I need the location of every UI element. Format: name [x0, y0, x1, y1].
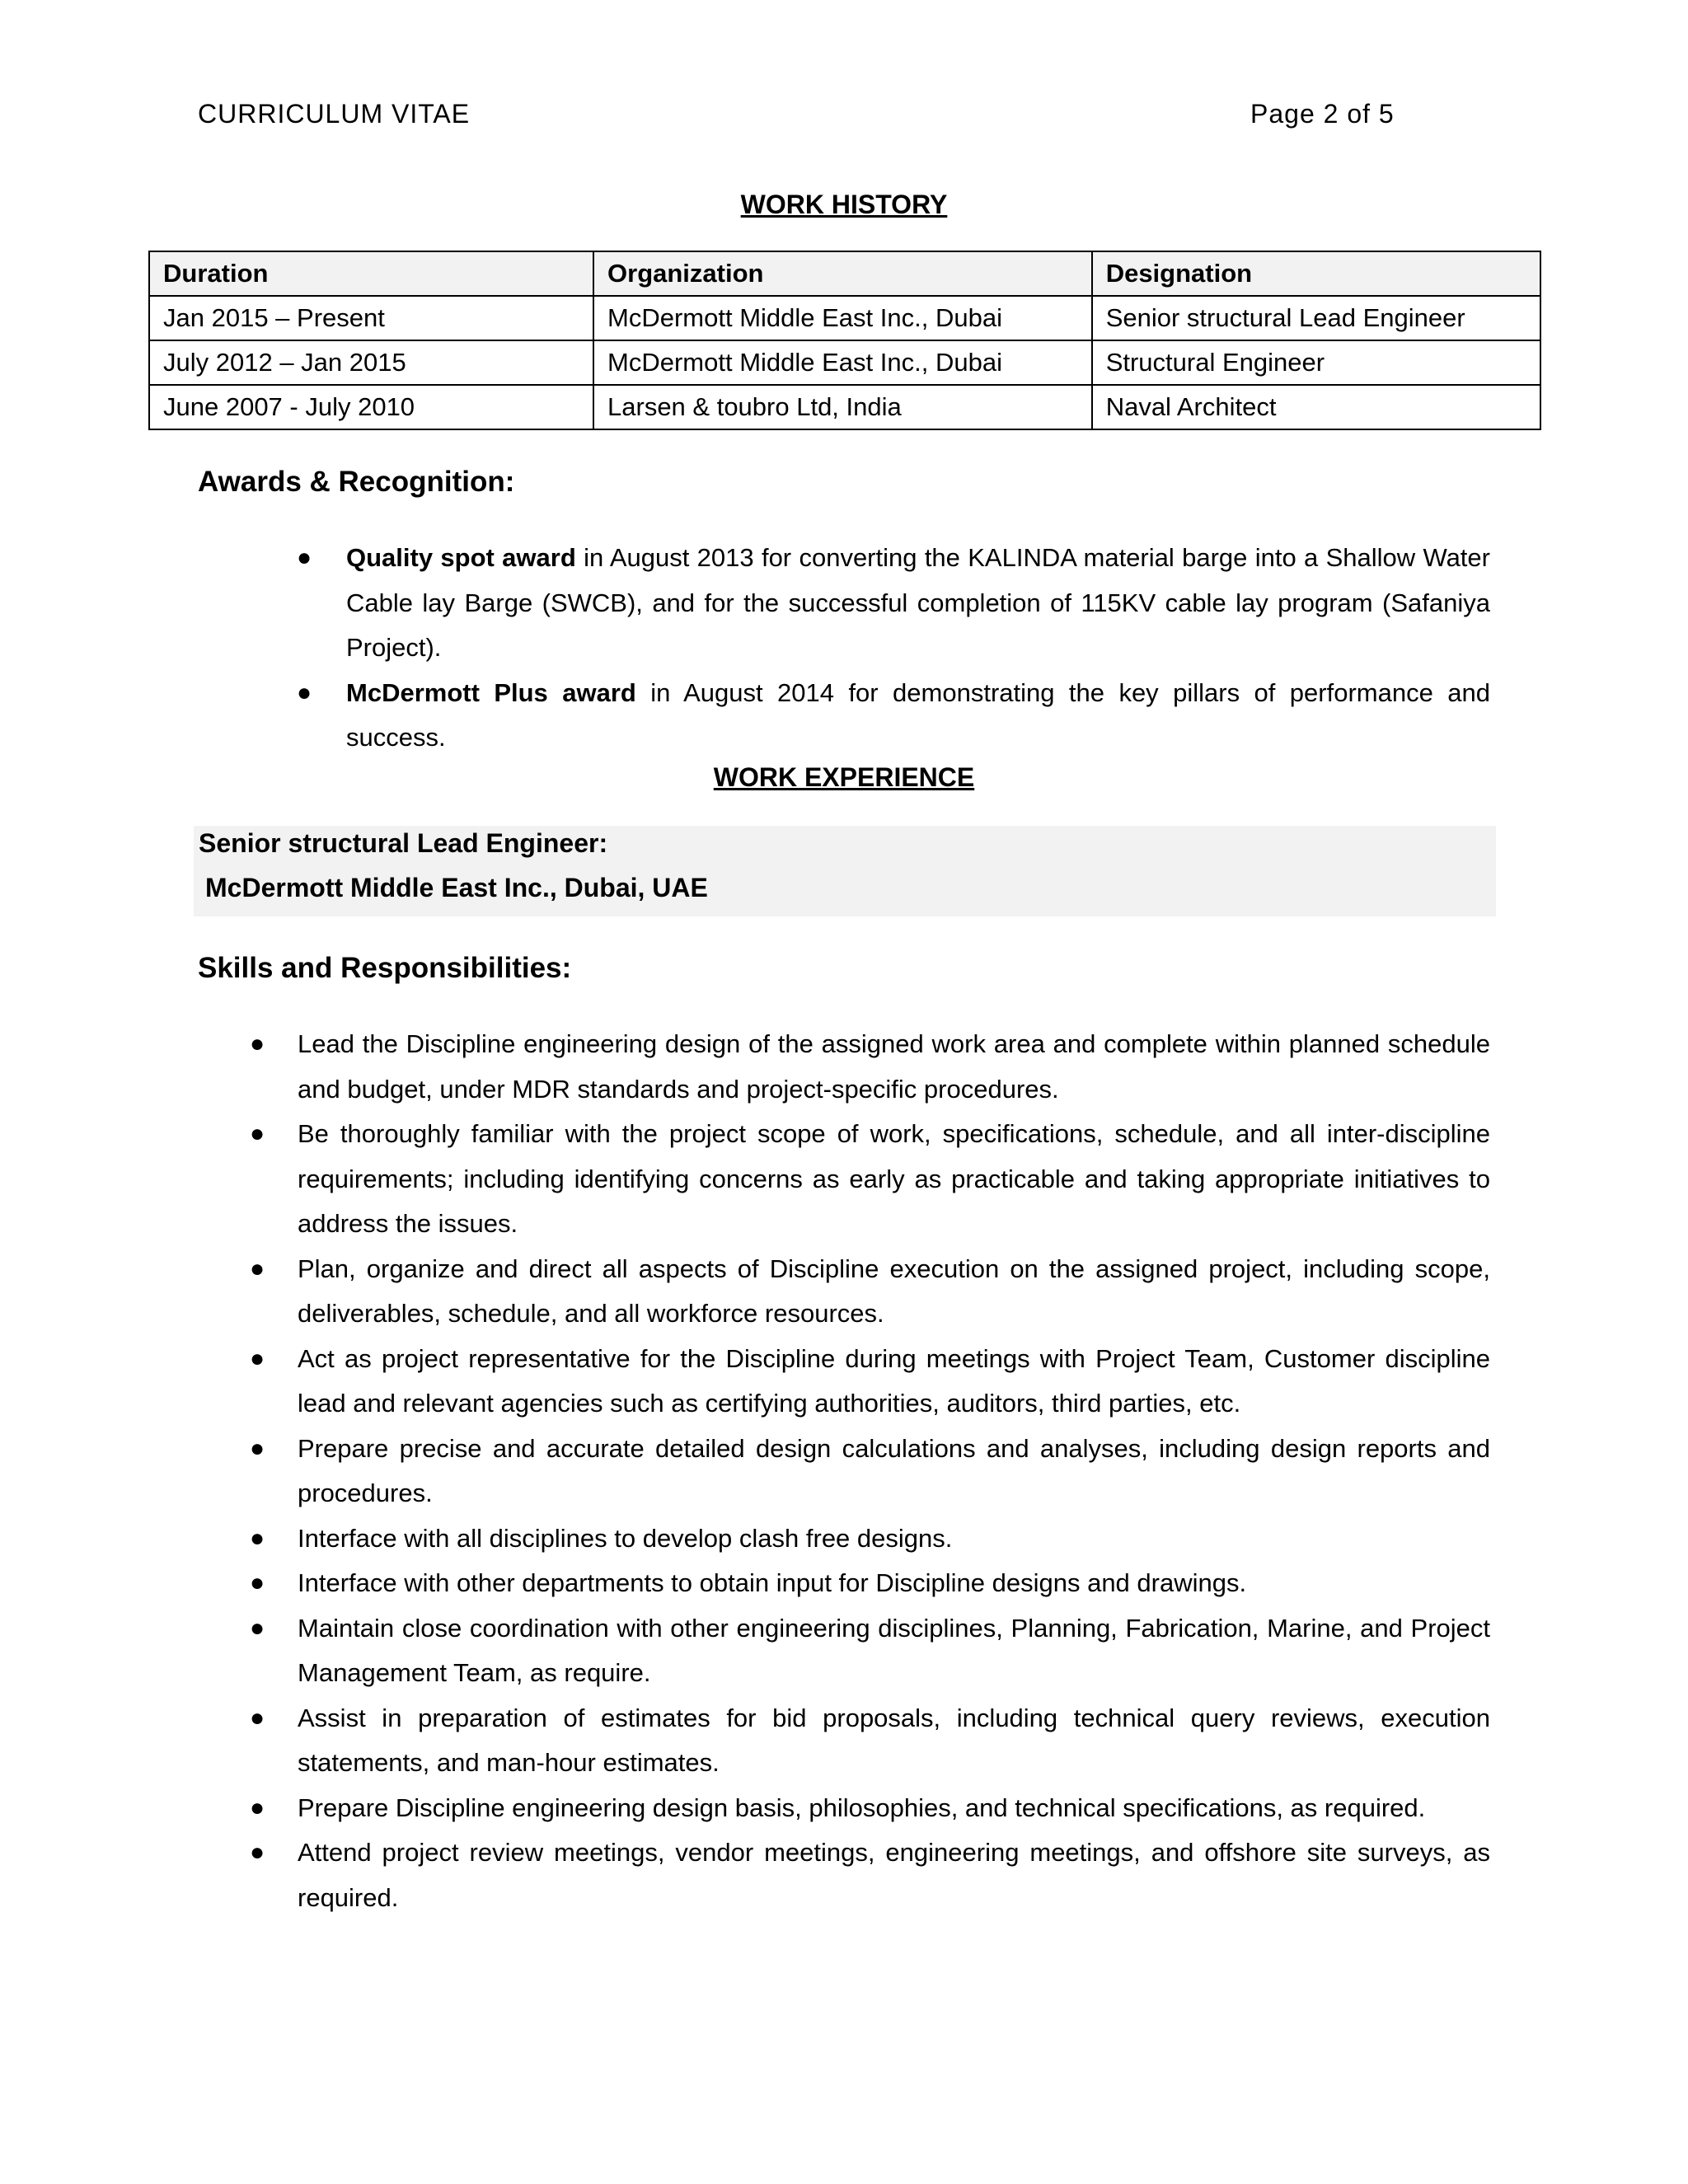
organization-cell: McDermott Middle East Inc., Dubai: [593, 296, 1092, 340]
skill-text: Maintain close coordination with other engineering disciplines, Planning, Fabrication, Marine, and Project Management Team, as require.: [298, 1613, 1490, 1687]
award-name: McDermott Plus award: [346, 677, 636, 707]
skill-text: Assist in preparation of estimates for bid proposals, including technical query reviews, execution statements, and man-hour estimates.: [298, 1703, 1490, 1777]
bullet-icon: ●: [250, 1793, 265, 1821]
table-row: [149, 296, 1540, 340]
skills-list: [250, 1022, 1490, 1920]
bullet-icon: ●: [250, 1704, 265, 1732]
list-item: [250, 1427, 1490, 1516]
award-description: in August 2013 for converting the KALINDA material barge into a Shallow Water Cable lay Barge (SWCB), and for the successful completion of 115KV cable lay program (Safaniya Project).: [346, 543, 1490, 662]
skill-text: Interface with other departments to obtain input for Discipline designs and drawings.: [298, 1568, 1247, 1597]
organization-cell: McDermott Middle East Inc., Dubai: [593, 340, 1092, 385]
designation-cell: Naval Architect: [1092, 385, 1540, 429]
organization-cell: Larsen & toubro Ltd, India: [593, 385, 1092, 429]
bullet-icon: ●: [250, 1344, 265, 1372]
list-item: [250, 1022, 1490, 1112]
bullet-icon: ●: [250, 1434, 265, 1462]
role-title: Senior structural Lead Engineer:: [199, 828, 608, 858]
page-number: Page 2 of 5: [1250, 99, 1395, 129]
table-header-row: [149, 251, 1540, 296]
list-item: [250, 1830, 1490, 1920]
list-item: [250, 1516, 1490, 1562]
skill-text: Prepare precise and accurate detailed design calculations and analyses, including design reports and procedures.: [298, 1433, 1490, 1507]
duration-cell: July 2012 – Jan 2015: [149, 340, 593, 385]
work-experience-title: WORK EXPERIENCE: [713, 762, 975, 792]
skills-heading: Skills and Responsibilities:: [198, 952, 572, 984]
company-name: McDermott Middle East Inc., Dubai, UAE: [205, 873, 708, 902]
skill-text: Be thoroughly familiar with the project scope of work, specifications, schedule, and all inter-discipline requirements; including identifying concerns as early as practicable and taking appropriate initiatives to address the issues.: [298, 1119, 1490, 1238]
list-item: [250, 1337, 1490, 1427]
list-item: [250, 1696, 1490, 1786]
table-row: [149, 340, 1540, 385]
table-row: [149, 385, 1540, 429]
skill-text: Plan, organize and direct all aspects of Discipline execution on the assigned project, including scope, deliverables, schedule, and all workforce resources.: [298, 1254, 1490, 1328]
award-description: in August 2014 for demonstrating the key pillars of performance and success.: [346, 677, 1490, 752]
bullet-icon: ●: [250, 1569, 265, 1596]
duration-cell: Jan 2015 – Present: [149, 296, 593, 340]
list-item: [250, 1561, 1490, 1606]
list-item: [250, 1247, 1490, 1337]
bullet-icon: ●: [250, 1839, 265, 1866]
bullet-icon: ●: [250, 1524, 265, 1552]
bullet-icon: ●: [297, 544, 312, 571]
awards-heading: Awards & Recognition:: [198, 466, 515, 498]
duration-cell: June 2007 - July 2010: [149, 385, 593, 429]
awards-list: [297, 536, 1490, 761]
list-item: [250, 1606, 1490, 1696]
bullet-icon: ●: [250, 1030, 265, 1057]
designation-cell: Structural Engineer: [1092, 340, 1540, 385]
document-header-title: CURRICULUM VITAE: [198, 99, 471, 129]
work-history-title: WORK HISTORY: [740, 190, 948, 219]
skill-text: Interface with all disciplines to develop clash free designs.: [298, 1523, 953, 1553]
bullet-icon: ●: [250, 1120, 265, 1147]
skill-text: Act as project representative for the Discipline during meetings with Project Team, Customer discipline lead and relevant agencies such as certifying authorities, auditors, third parties, etc.: [298, 1343, 1490, 1418]
column-header-designation: Designation: [1092, 251, 1540, 296]
skill-text: Lead the Discipline engineering design of the assigned work area and complete within planned schedule and budget, under MDR standards and project-specific procedures.: [298, 1029, 1490, 1104]
designation-cell: Senior structural Lead Engineer: [1092, 296, 1540, 340]
list-item: [297, 536, 1490, 671]
list-item: [250, 1112, 1490, 1247]
bullet-icon: ●: [297, 678, 312, 706]
award-name: Quality spot award: [346, 543, 576, 572]
role-box: [194, 826, 1496, 916]
skill-text: Prepare Discipline engineering design basis, philosophies, and technical specifications, as required.: [298, 1793, 1426, 1822]
list-item: [297, 671, 1490, 761]
bullet-icon: ●: [250, 1254, 265, 1282]
column-header-duration: Duration: [149, 251, 593, 296]
column-header-organization: Organization: [593, 251, 1092, 296]
list-item: [250, 1786, 1490, 1831]
skill-text: Attend project review meetings, vendor meetings, engineering meetings, and offshore site surveys, as required.: [298, 1838, 1490, 1912]
bullet-icon: ●: [250, 1614, 265, 1642]
work-history-table: [148, 251, 1541, 430]
